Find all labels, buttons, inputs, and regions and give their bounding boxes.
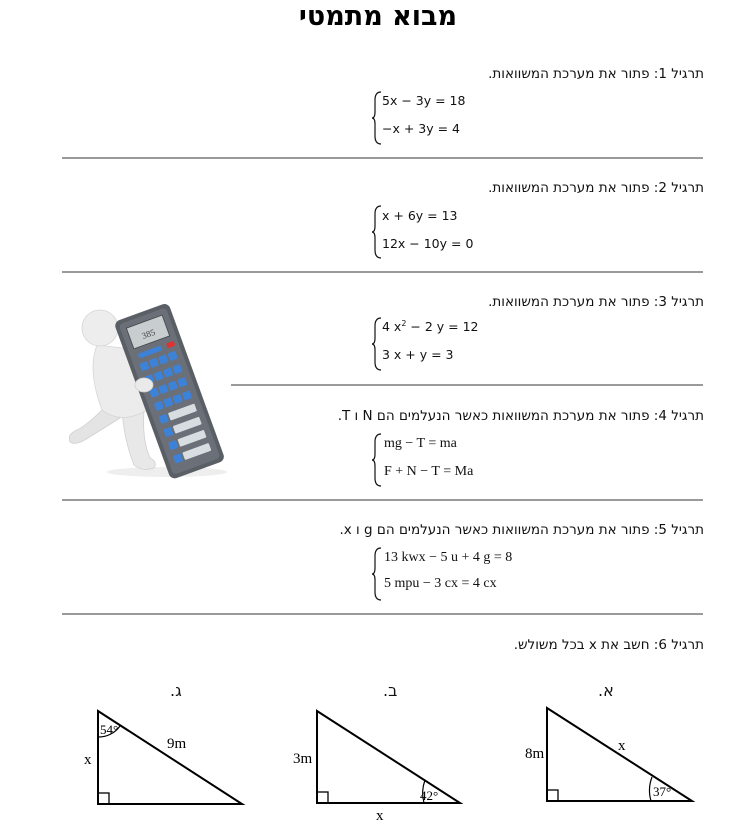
triangle-c-angle: 54° xyxy=(100,722,119,737)
divider xyxy=(62,271,703,273)
exercise-5-equation-1: 13 kwx − 5 u + 4 g = 8 xyxy=(384,550,513,565)
exercise-1-equation-system xyxy=(372,90,492,146)
svg-text:385: 385 xyxy=(140,326,157,341)
brace-icon xyxy=(372,90,382,146)
triangle-a-side-vertical: 8m xyxy=(525,746,545,762)
exercise-4-equation-2: F + N − T = Ma xyxy=(384,464,474,479)
divider xyxy=(62,613,703,615)
exercise-3-equation-2: 3 x + y = 3 xyxy=(382,347,454,362)
triangle-b-base: x xyxy=(376,808,384,824)
eq-term: 4 x xyxy=(382,319,402,335)
triangle-b-shape xyxy=(317,711,460,803)
exercise-2-prompt: תרגיל 2: פתור את מערכת המשוואות. xyxy=(488,180,704,196)
triangle-b-angle: 42° xyxy=(420,788,439,803)
calculator-man-illustration xyxy=(62,300,232,480)
triangle-b-side-vertical: 3m xyxy=(293,751,313,767)
calculator-man-icon xyxy=(62,300,232,480)
page-title: מבוא מתמטי xyxy=(298,1,458,32)
triangle-c-side-vertical: x xyxy=(84,752,92,768)
exercise-5-equation-2: 5 mpu − 3 cx = 4 cx xyxy=(384,576,497,591)
triangle-b xyxy=(290,700,480,825)
triangle-c-shape xyxy=(98,711,242,804)
exercise-3-prompt: תרגיל 3: פתור את מערכת המשוואות. xyxy=(488,294,704,310)
right-angle-marker xyxy=(98,793,109,804)
angle-arc xyxy=(650,777,652,801)
divider xyxy=(231,384,703,386)
right-angle-marker xyxy=(317,792,328,803)
exercise-1-equation-2: −x + 3y = 4 xyxy=(382,121,461,136)
exercise-1-equation-1: 5x − 3y = 18 xyxy=(382,93,466,108)
brace-icon xyxy=(372,316,382,372)
exercise-4-prompt: תרגיל 4: פתור את מערכת המשוואות כאשר הנעלמים הם N ו T. xyxy=(337,408,704,424)
triangle-a-label: א. xyxy=(598,681,614,700)
triangle-a-hypotenuse: x xyxy=(618,738,626,754)
exponent: 2 xyxy=(401,319,407,328)
brace-icon xyxy=(372,546,382,602)
exercise-5-equation-system xyxy=(372,546,532,602)
exercise-4-equation-1: mg − T = ma xyxy=(384,436,457,451)
brace-icon xyxy=(372,432,382,488)
exercise-2-equation-2: 12x − 10y = 0 xyxy=(382,236,474,251)
triangle-c-hypotenuse: 9m xyxy=(167,736,187,752)
eq-term: − 2 y = 12 xyxy=(406,319,479,335)
exercise-1-prompt: תרגיל 1: פתור את מערכת המשוואות. xyxy=(488,66,704,82)
exercise-2-equation-1: x + 6y = 13 xyxy=(382,208,458,223)
triangle-a-angle: 37° xyxy=(653,784,672,799)
triangle-c xyxy=(75,700,265,810)
exercise-3-equation-system xyxy=(372,316,492,372)
right-angle-marker xyxy=(547,790,558,801)
triangle-c-label: ג. xyxy=(170,681,182,700)
exercise-6-prompt: תרגיל 6: חשב את x בכל משולש. xyxy=(513,637,704,653)
brace-icon xyxy=(372,204,382,260)
divider xyxy=(62,157,703,159)
exercise-2-equation-system xyxy=(372,204,492,260)
exercise-3-equation-1 xyxy=(382,319,479,334)
divider xyxy=(62,499,703,501)
triangle-b-label: ב. xyxy=(383,681,398,700)
exercise-5-prompt: תרגיל 5: פתור את מערכת המשוואות כאשר הנעלמים הם g ו x. xyxy=(339,522,704,538)
exercise-4-equation-system xyxy=(372,432,512,488)
triangle-a xyxy=(515,700,705,810)
